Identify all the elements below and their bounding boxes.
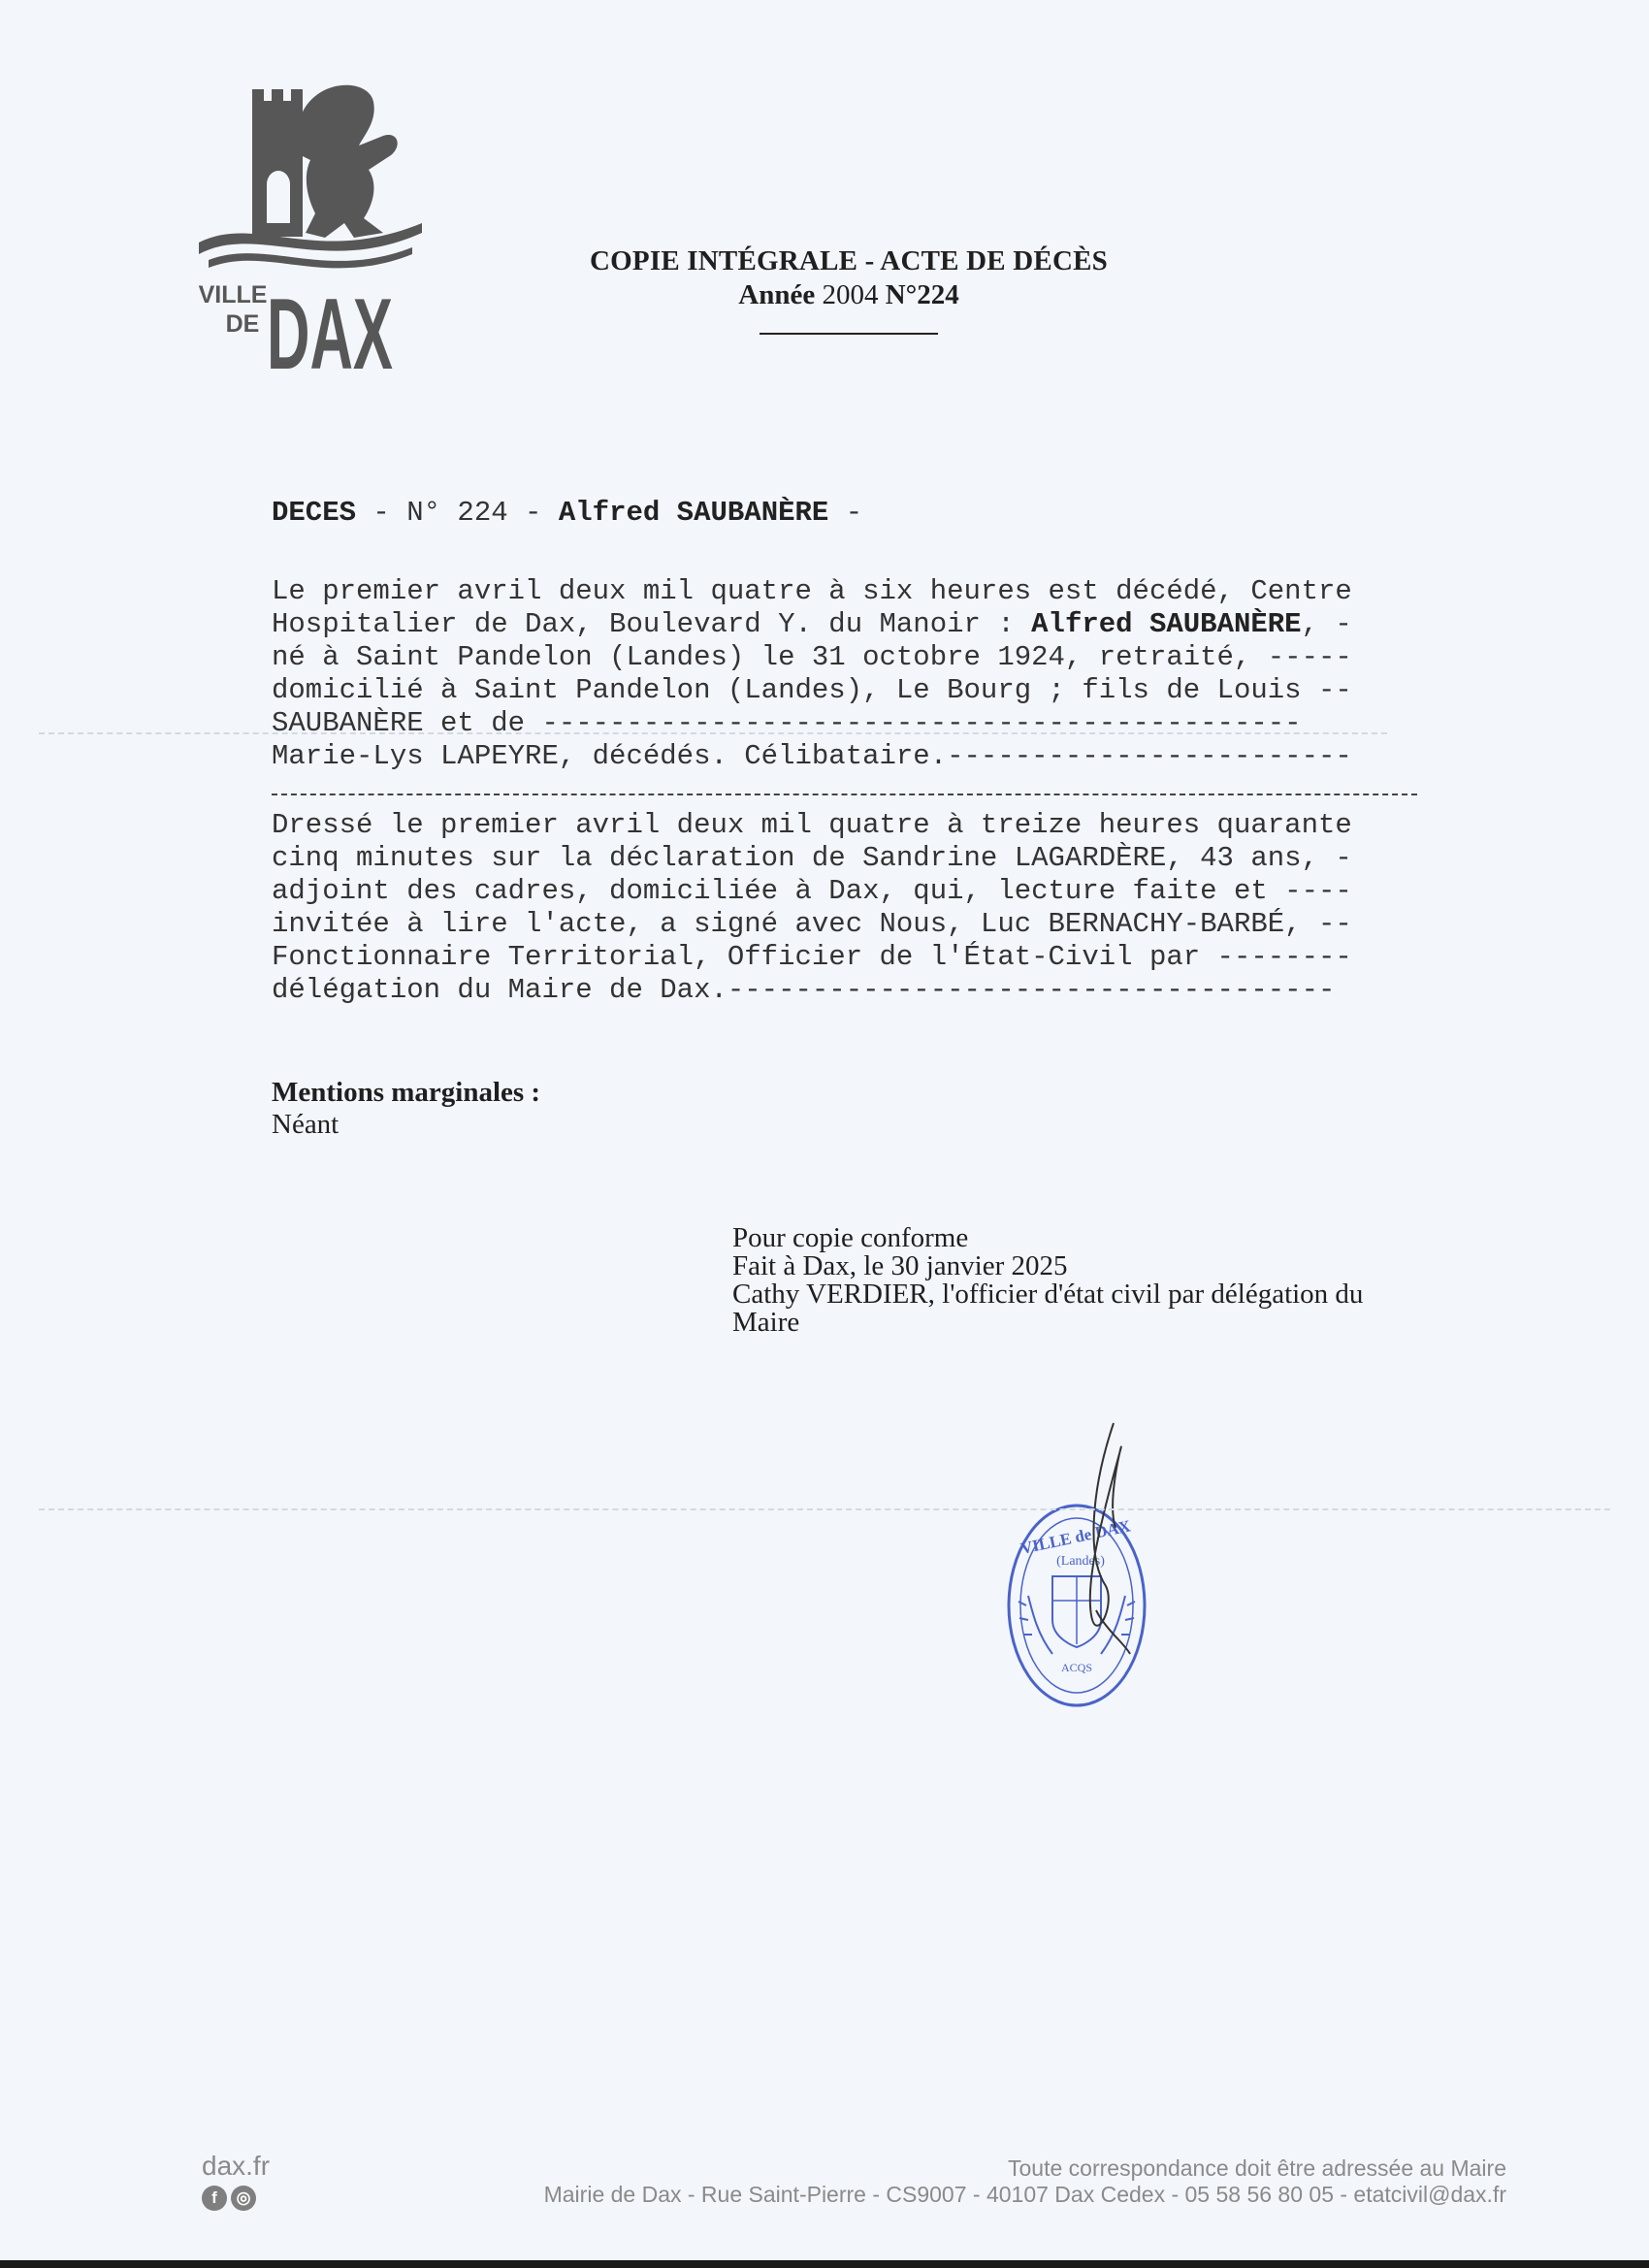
mentions-label: Mentions marginales : xyxy=(272,1077,541,1108)
text-line: cinq minutes sur la déclaration de Sandrine LAGARDÈRE, 43 ans, - xyxy=(272,842,1352,874)
act-deceased-name: Alfred SAUBANÈRE xyxy=(558,497,829,529)
deceased-name: Alfred SAUBANÈRE xyxy=(1031,608,1302,640)
text-line: SAUBANÈRE et de --------------------------------------------- xyxy=(272,707,1302,739)
mentions-value: Néant xyxy=(272,1109,340,1140)
text-line: Marie-Lys LAPEYRE, décédés. Célibataire.------------------------ xyxy=(272,740,1352,772)
act-title-number: - N° 224 - xyxy=(356,497,559,529)
logo-dax-text: DAX xyxy=(267,278,393,391)
text-line: domicilié à Saint Pandelon (Landes), Le Bourg ; fils de Louis -- xyxy=(272,674,1352,706)
footer-site xyxy=(202,2151,270,2211)
footer-notice: Toute correspondance doit être adressée au Maire xyxy=(1008,2155,1506,2181)
document-header xyxy=(524,245,1174,335)
stamp-bottom-text: ACQS xyxy=(1060,1661,1093,1674)
text-line: délégation du Maire de Dax.------------------------------------ xyxy=(272,974,1336,1006)
year-value: 2004 xyxy=(822,279,879,310)
cert-line: Fait à Dax, le 30 janvier 2025 xyxy=(732,1250,1068,1281)
document-title: COPIE INTÉGRALE - ACTE DE DÉCÈS xyxy=(590,245,1108,276)
text-line: Fonctionnaire Territorial, Officier de l'État-Civil par -------- xyxy=(272,941,1352,973)
ville-de-dax-logo xyxy=(198,78,422,391)
death-paragraph xyxy=(272,575,1416,773)
act-title xyxy=(272,497,862,529)
instagram-icon[interactable]: ◎ xyxy=(231,2186,256,2211)
header-rule xyxy=(760,333,938,335)
text-line xyxy=(272,608,1416,641)
cert-line: Maire xyxy=(732,1307,800,1338)
document-year-number xyxy=(524,279,1174,311)
certification-block xyxy=(732,1224,1431,1337)
logo-ville-text: VILLE xyxy=(198,281,268,308)
cert-line: Cathy VERDIER, l'officier d'état civil par délégation du xyxy=(732,1279,1364,1310)
text-fragment: , - xyxy=(1301,608,1352,640)
text-line: adjoint des cadres, domiciliée à Dax, qui, lecture faite et ---- xyxy=(272,875,1352,907)
paper-fold xyxy=(39,1508,1610,1510)
social-icons xyxy=(202,2186,270,2211)
scan-edge xyxy=(0,2260,1649,2268)
marginal-mentions xyxy=(272,1077,540,1141)
facebook-icon[interactable]: f xyxy=(202,2186,227,2211)
act-kind: DECES xyxy=(272,497,357,529)
text-line: né à Saint Pandelon (Landes) le 31 octobre 1924, retraité, ----- xyxy=(272,641,1352,673)
footer-address: Mairie de Dax - Rue Saint-Pierre - CS9007 - 40107 Dax Cedex - 05 58 56 80 05 - etatcivil@dax.fr xyxy=(543,2182,1506,2207)
drafting-paragraph xyxy=(272,809,1416,1007)
site-link[interactable]: dax.fr xyxy=(202,2151,271,2181)
stamp-top-text: VILLE de DAX xyxy=(1018,1516,1133,1558)
stamp-sub-text: (Landes) xyxy=(1056,1554,1105,1569)
act-title-end: - xyxy=(828,497,863,529)
footer-contact xyxy=(544,2155,1506,2208)
text-line: Le premier avril deux mil quatre à six heures est décédé, Centre xyxy=(272,575,1352,607)
text-fragment: Hospitalier de Dax, Boulevard Y. du Manoir : xyxy=(272,608,1032,640)
paper-fold xyxy=(39,732,1387,734)
cert-line: Pour copie conforme xyxy=(732,1222,969,1253)
act-number: N°224 xyxy=(885,279,959,310)
text-line: invitée à lire l'acte, a signé avec Nous, Luc BERNACHY-BARBÉ, -- xyxy=(272,908,1352,940)
dashed-separator xyxy=(272,794,1417,795)
year-label: Année xyxy=(738,279,816,310)
official-stamp xyxy=(999,1411,1222,1732)
logo-de-text: DE xyxy=(225,310,260,338)
text-line: Dressé le premier avril deux mil quatre à treize heures quarante xyxy=(272,809,1352,841)
